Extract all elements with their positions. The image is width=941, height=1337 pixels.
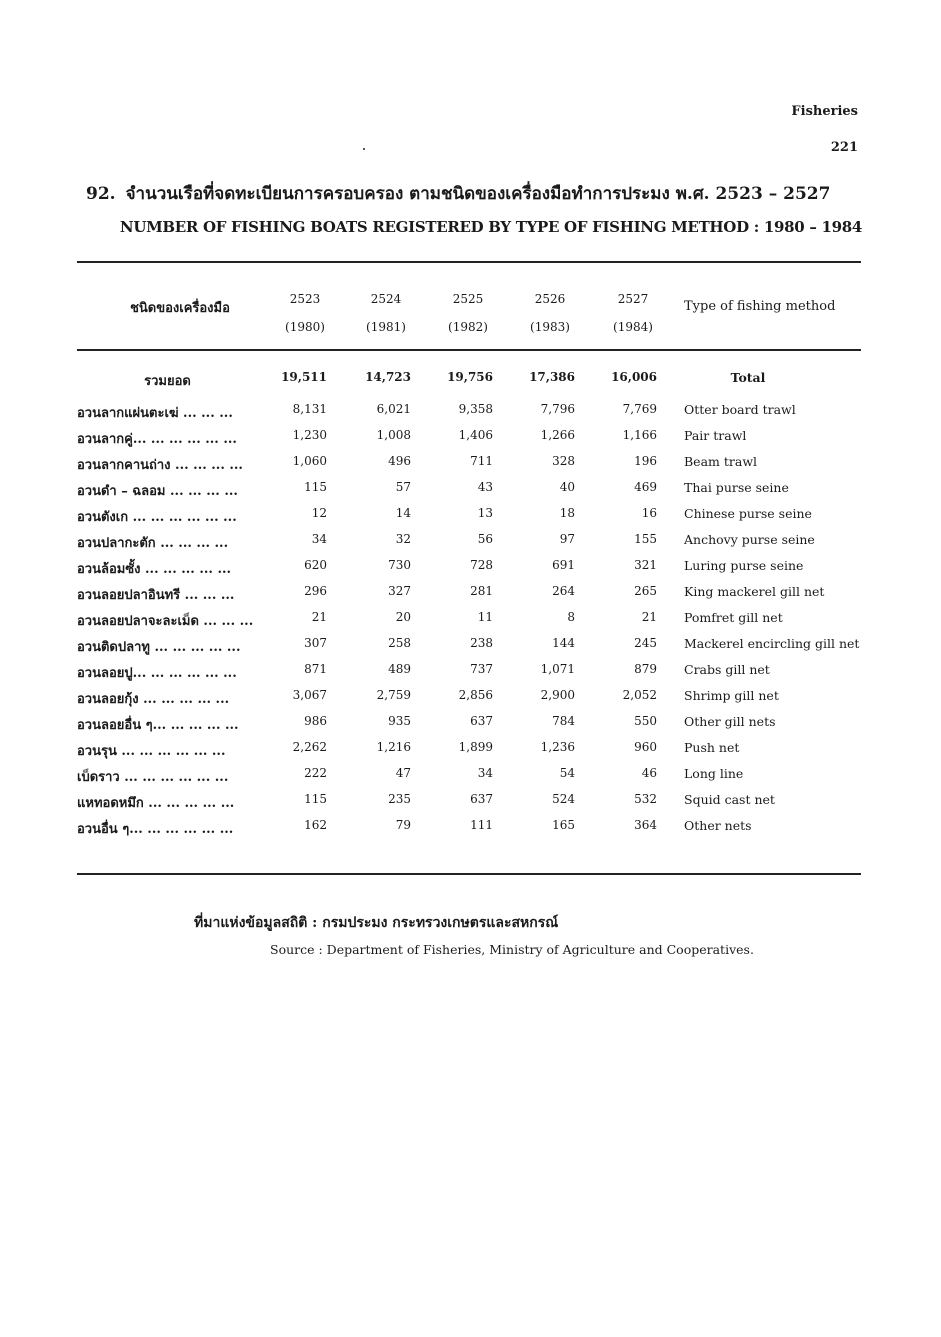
- table-row: [0, 788, 941, 814]
- row-label-thai: อวนตังเก ... ... ... ... ... ...: [77, 510, 237, 525]
- row-value: 1,166: [622, 428, 657, 442]
- table-row: [0, 580, 941, 606]
- row-label-thai: อวนลอยปู... ... ... ... ... ...: [77, 666, 237, 681]
- row-value: 550: [634, 714, 657, 728]
- year-ce: (1983): [530, 320, 570, 334]
- row-value: 2,900: [540, 688, 575, 702]
- row-value: 111: [470, 818, 493, 832]
- row-value: 8,131: [292, 402, 327, 416]
- row-value: 496: [388, 454, 411, 468]
- column-header-year-2524: [356, 285, 416, 341]
- row-label-english: Other gill nets: [684, 714, 776, 729]
- column-header-year-2527: [603, 285, 663, 341]
- row-label-thai: อวนดำ – ฉลอม ... ... ... ...: [77, 484, 238, 499]
- row-value: 730: [388, 558, 411, 572]
- row-value: 165: [552, 818, 575, 832]
- table-number: 92.: [86, 184, 116, 204]
- row-label-english: Anchovy purse seine: [684, 532, 815, 547]
- running-head: Fisheries: [791, 104, 858, 119]
- row-value: 7,796: [540, 402, 575, 416]
- row-value: 1,236: [540, 740, 575, 754]
- row-value: 1,060: [292, 454, 327, 468]
- row-value: 19,756: [447, 370, 493, 384]
- row-label-english: Pomfret gill net: [684, 610, 783, 625]
- table-row: [0, 450, 941, 476]
- row-value: 1,008: [376, 428, 411, 442]
- row-value: 1,266: [540, 428, 575, 442]
- row-label-english: Beam trawl: [684, 454, 758, 469]
- row-value: 7,769: [622, 402, 657, 416]
- row-value: 469: [634, 480, 657, 494]
- row-label-thai: อวนปลากะตัก ... ... ... ...: [77, 536, 229, 551]
- table-title-thai: [86, 180, 862, 207]
- table-row: [0, 502, 941, 528]
- row-value: 784: [552, 714, 575, 728]
- row-value: 2,052: [622, 688, 657, 702]
- row-value: 16: [641, 506, 657, 520]
- row-value: 728: [470, 558, 493, 572]
- row-value: 18: [559, 506, 575, 520]
- row-value: 1,216: [376, 740, 411, 754]
- table-row: [0, 554, 941, 580]
- year-ce: (1980): [285, 320, 325, 334]
- column-header-type-english: Type of fishing method: [684, 299, 836, 314]
- row-value: 637: [470, 792, 493, 806]
- row-value: 21: [311, 610, 327, 624]
- row-label-thai: อวนลอยกุ้ง ... ... ... ... ...: [77, 692, 230, 707]
- table-row: [0, 684, 941, 710]
- row-label-english: Otter board trawl: [684, 402, 796, 417]
- row-value: 328: [552, 454, 575, 468]
- row-value: 43: [477, 480, 493, 494]
- row-value: 364: [634, 818, 657, 832]
- row-value: 196: [634, 454, 657, 468]
- row-value: 8: [567, 610, 575, 624]
- row-label-thai: อวนลอยอื่น ๆ... ... ... ... ...: [77, 718, 239, 733]
- row-label-english: Total: [730, 370, 766, 385]
- row-label-english: Squid cast net: [684, 792, 775, 807]
- scan-dot-mark: [363, 148, 365, 150]
- year-be: 2525: [452, 292, 484, 306]
- row-value: 47: [395, 766, 411, 780]
- table-bottom-rule: [77, 873, 861, 875]
- row-value: 871: [304, 662, 327, 676]
- row-label-thai: อวนลอยปลาจะละเม็ด ... ... ...: [77, 614, 254, 629]
- row-label-thai: อวนอื่น ๆ... ... ... ... ... ...: [77, 822, 234, 837]
- row-label-thai: อวนลากคานถ่าง ... ... ... ...: [77, 458, 243, 473]
- row-value: 155: [634, 532, 657, 546]
- row-label-english: Long line: [684, 766, 744, 781]
- table-body: [0, 366, 941, 840]
- row-label-english: Shrimp gill net: [684, 688, 779, 703]
- row-value: 235: [388, 792, 411, 806]
- row-value: 56: [477, 532, 493, 546]
- row-value: 115: [304, 792, 327, 806]
- row-value: 17,386: [529, 370, 575, 384]
- source-note-english: Source : Department of Fisheries, Ministry of Agriculture and Cooperatives.: [270, 942, 754, 957]
- row-value: 14,723: [365, 370, 411, 384]
- row-value: 16,006: [611, 370, 657, 384]
- row-value: 9,358: [458, 402, 493, 416]
- row-label-english: King mackerel gill net: [684, 584, 825, 599]
- row-value: 1,899: [458, 740, 493, 754]
- row-value: 296: [304, 584, 327, 598]
- row-value: 2,759: [376, 688, 411, 702]
- row-value: 57: [395, 480, 411, 494]
- row-value: 258: [388, 636, 411, 650]
- row-label-thai: อวนลอยปลาอินทรี ... ... ...: [77, 588, 235, 603]
- page-number: 221: [830, 140, 858, 155]
- row-value: 21: [641, 610, 657, 624]
- table-title-thai-text: จำนวนเรือที่จดทะเบียนการครอบครอง ตามชนิดของเครื่องมือทำการประมง พ.ศ. 2523 – 2527: [125, 184, 831, 204]
- year-be: 2526: [534, 292, 566, 306]
- table-row: [0, 658, 941, 684]
- row-value: 97: [559, 532, 575, 546]
- row-label-english: Crabs gill net: [684, 662, 770, 677]
- row-value: 327: [388, 584, 411, 598]
- table-row: [0, 424, 941, 450]
- table-row: [0, 736, 941, 762]
- source-note-thai: ที่มาแห่งข้อมูลสถิติ : กรมประมง กระทรวงเกษตรและสหกรณ์: [194, 915, 559, 931]
- row-value: 12: [311, 506, 327, 520]
- row-value: 960: [634, 740, 657, 754]
- column-header-year-2525: [438, 285, 498, 341]
- row-label-english: Luring purse seine: [684, 558, 804, 573]
- row-label-english: Push net: [684, 740, 740, 755]
- row-value: 489: [388, 662, 411, 676]
- row-value: 3,067: [292, 688, 327, 702]
- row-value: 32: [395, 532, 411, 546]
- row-value: 532: [634, 792, 657, 806]
- row-value: 637: [470, 714, 493, 728]
- year-be: 2527: [617, 292, 649, 306]
- table-title-english: NUMBER OF FISHING BOATS REGISTERED BY TYPE OF FISHING METHOD : 1980 – 1984: [119, 218, 862, 236]
- row-value: 620: [304, 558, 327, 572]
- row-value: 79: [395, 818, 411, 832]
- row-label-thai: อวนล้อมซั้ง ... ... ... ... ...: [77, 562, 232, 577]
- row-value: 711: [470, 454, 493, 468]
- row-value: 222: [304, 766, 327, 780]
- row-value: 691: [552, 558, 575, 572]
- row-value: 737: [470, 662, 493, 676]
- row-value: 1,406: [458, 428, 493, 442]
- row-value: 34: [311, 532, 327, 546]
- table-row: [0, 814, 941, 840]
- row-value: 162: [304, 818, 327, 832]
- row-value: 264: [552, 584, 575, 598]
- row-label-thai: เบ็ดราว ... ... ... ... ... ...: [77, 770, 229, 785]
- year-be: 2524: [370, 292, 402, 306]
- table-row: [0, 476, 941, 502]
- table-header-rule: [77, 349, 861, 351]
- table-row: [0, 632, 941, 658]
- row-value: 986: [304, 714, 327, 728]
- row-label-english: Chinese purse seine: [684, 506, 812, 521]
- table-row: [0, 710, 941, 736]
- row-value: 115: [304, 480, 327, 494]
- row-label-english: Mackerel encircling gill net: [684, 636, 860, 651]
- row-value: 54: [559, 766, 575, 780]
- row-value: 40: [559, 480, 575, 494]
- row-value: 1,230: [292, 428, 327, 442]
- row-label-thai: อวนลากคู่... ... ... ... ... ...: [77, 432, 237, 447]
- row-value: 1,071: [540, 662, 575, 676]
- row-value: 321: [634, 558, 657, 572]
- row-value: 6,021: [376, 402, 411, 416]
- row-value: 935: [388, 714, 411, 728]
- table-top-rule: [77, 261, 861, 263]
- table-row-total: [0, 366, 941, 398]
- table-row: [0, 762, 941, 788]
- year-ce: (1981): [366, 320, 406, 334]
- row-label-thai: อวนลากแผ่นตะเฆ่ ... ... ...: [77, 406, 233, 421]
- row-label-english: Pair trawl: [684, 428, 747, 443]
- row-value: 238: [470, 636, 493, 650]
- row-value: 2,262: [292, 740, 327, 754]
- row-value: 13: [477, 506, 493, 520]
- year-ce: (1984): [613, 320, 653, 334]
- row-label-thai: อวนรุน ... ... ... ... ... ...: [77, 744, 226, 759]
- year-ce: (1982): [448, 320, 488, 334]
- row-label-thai: แหทอดหมึก ... ... ... ... ...: [77, 796, 235, 811]
- table-row: [0, 398, 941, 424]
- row-value: 20: [395, 610, 411, 624]
- row-value: 265: [634, 584, 657, 598]
- row-value: 11: [477, 610, 493, 624]
- year-be: 2523: [289, 292, 321, 306]
- row-label-english: Thai purse seine: [684, 480, 789, 495]
- row-value: 34: [477, 766, 493, 780]
- column-header-type-thai: ชนิดของเครื่องมือ: [130, 301, 230, 316]
- table-row: [0, 528, 941, 554]
- row-label-english: Other nets: [684, 818, 752, 833]
- row-value: 879: [634, 662, 657, 676]
- row-value: 144: [552, 636, 575, 650]
- row-value: 14: [395, 506, 411, 520]
- column-header-year-2526: [520, 285, 580, 341]
- row-value: 524: [552, 792, 575, 806]
- row-value: 46: [641, 766, 657, 780]
- row-value: 307: [304, 636, 327, 650]
- row-value: 281: [470, 584, 493, 598]
- table-row: [0, 606, 941, 632]
- column-header-year-2523: [275, 285, 335, 341]
- row-value: 245: [634, 636, 657, 650]
- row-label-thai: อวนติดปลาทู ... ... ... ... ...: [77, 640, 241, 655]
- row-value: 19,511: [281, 370, 327, 384]
- row-label-thai: รวมยอด: [144, 374, 191, 389]
- row-value: 2,856: [458, 688, 493, 702]
